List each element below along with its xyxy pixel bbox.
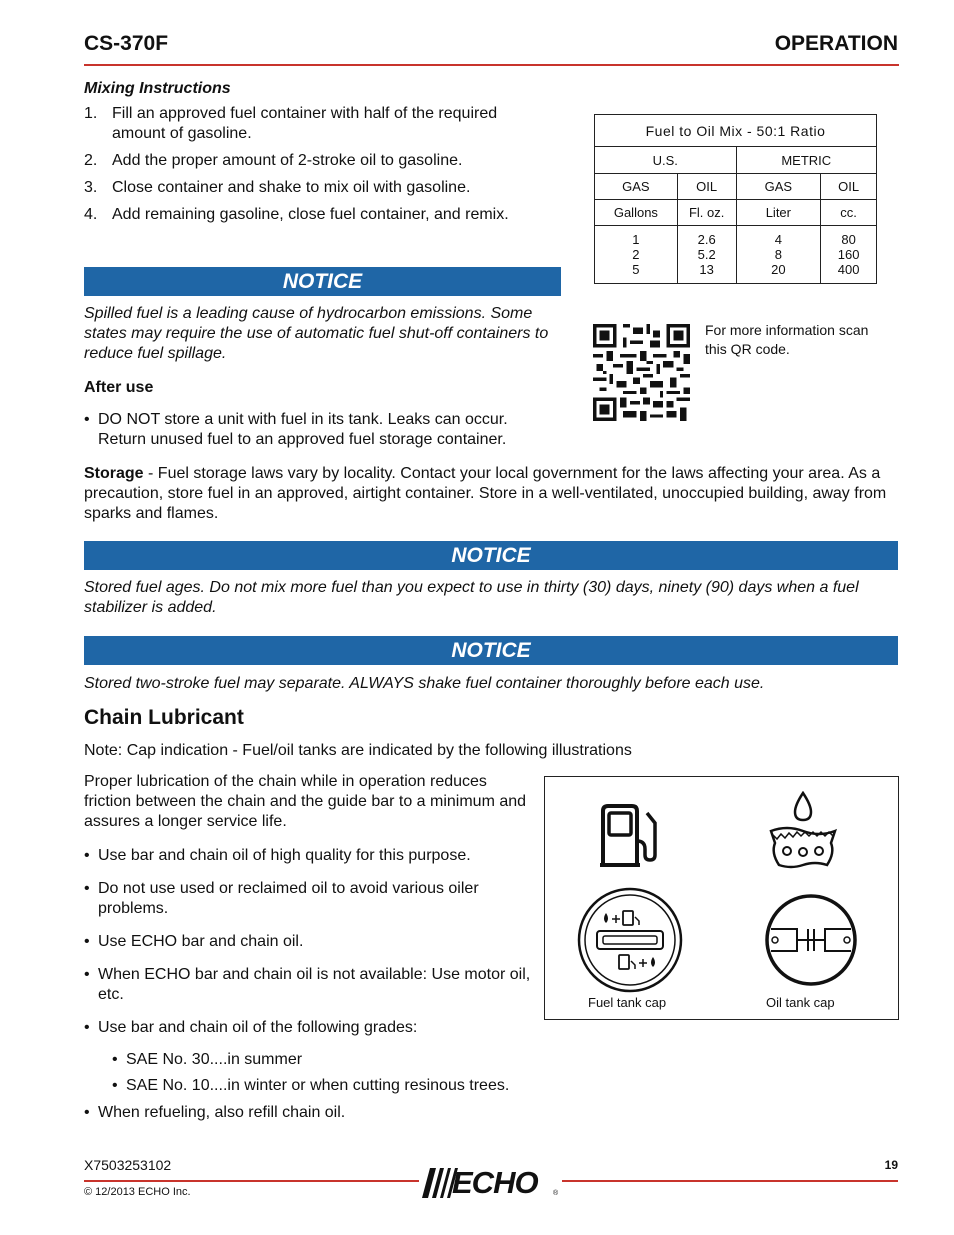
notice-banner: NOTICE [84,636,898,665]
qr-caption: For more information scan this QR code. [705,322,869,357]
mix-col-header: OIL [821,174,877,200]
mix-table-group-metric: METRIC [736,147,876,174]
footer-rule-right [562,1180,898,1182]
storage-paragraph: Storage - Fuel storage laws vary by locality. Contact your local government for the laws affecting your area. As a precaution, store fuel in an approved, airtight container. Store in a well-ventilated, unoccupied building, away from sparks and flames. [84,465,887,522]
fuel-pump-icon [599,803,663,869]
mixing-step: 2. Add the proper amount of 2-stroke oil to gasoline. [84,152,463,169]
part-number: X7503253102 [84,1157,172,1173]
header-rule [84,64,899,66]
mixing-step: 4. Add remaining gasoline, close fuel container, and remix. [84,206,509,223]
page-number: 19 [884,1158,898,1172]
cap-illustration-box [544,776,899,1020]
notice-text: Stored two-stroke fuel may separate. ALWAYS shake fuel container thoroughly before each use. [84,675,765,692]
mix-table-group-us: U.S. [595,147,737,174]
list-item: • SAE No. 10....in winter or when cutting resinous trees. [112,1076,542,1096]
echo-logo-text: ECHO [452,1165,538,1200]
mix-values-cell: 2.6 5.2 13 [677,226,736,284]
echo-logo [422,1166,562,1200]
fuel-oil-mix-table [594,114,877,284]
mix-unit: Gallons [595,200,678,226]
model-name: CS-370F [84,32,169,55]
oil-tank-cap-icon [763,889,859,991]
mixing-step: 3. Close container and shake to mix oil with gasoline. [84,179,471,196]
chain-intro: Proper lubrication of the chain while in operation reduces friction between the chain and the guide bar to a minimum and assures a longer service life. [84,773,527,830]
mix-values-cell: 80 160 400 [821,226,877,284]
registered-mark: ® [553,1190,559,1197]
mixing-heading: Mixing Instructions [84,80,231,97]
notice-text: Stored fuel ages. Do not mix more fuel than you expect to use in thirty (30) days, ninety (90) days when a fuel stabilizer is added. [84,579,859,616]
list-item: • Use bar and chain oil of the following grades: [84,1018,539,1038]
list-item: • Use bar and chain oil of high quality for this purpose. [84,846,539,866]
notice-banner: NOTICE [84,541,898,570]
copyright: © 12/2013 ECHO Inc. [84,1186,191,1198]
mix-table-title: Fuel to Oil Mix - 50:1 Ratio [595,115,877,147]
cap-note: Note: Cap indication - Fuel/oil tanks are indicated by the following illustrations [84,742,632,759]
mixing-steps [84,104,554,232]
mix-col-header: GAS [595,174,678,200]
after-use-list [84,410,544,463]
section-heading: Chain Lubricant [84,706,244,729]
fuel-tank-cap-icon [577,887,683,993]
oil-cap-label: Oil tank cap [766,995,835,1010]
after-use-heading: After use [84,379,154,396]
grade-sublist [112,1050,542,1102]
section-title: OPERATION [774,32,898,55]
mix-col-header: GAS [736,174,821,200]
mix-values-cell: 4 8 20 [736,226,821,284]
list-item: • Do not use used or reclaimed oil to avoid various oiler problems. [84,879,539,919]
notice-banner: NOTICE [84,267,561,296]
mix-unit: Liter [736,200,821,226]
notice-text: Spilled fuel is a leading cause of hydrocarbon emissions. Some states may require the use of automatic fuel shut-off containers to reduce fuel spillage. [84,305,549,362]
footer-rule-left [84,1180,419,1182]
qr-code-icon[interactable] [593,324,690,421]
mix-unit: Fl. oz. [677,200,736,226]
fuel-cap-label: Fuel tank cap [588,995,667,1010]
chain-bullets [84,846,539,1051]
list-item: • SAE No. 30....in summer [112,1050,542,1070]
refuel-list [84,1103,539,1136]
mix-col-header: OIL [677,174,736,200]
mix-unit: cc. [821,200,877,226]
mixing-step: 1. Fill an approved fuel container with half of the required amount of gasoline. [84,105,498,142]
oil-drop-chain-icon [767,791,839,873]
list-item: • DO NOT store a unit with fuel in its tank. Leaks can occur. Return unused fuel to an approved fuel storage container. [84,410,544,450]
list-item: • When ECHO bar and chain oil is not available: Use motor oil, etc. [84,965,539,1005]
list-item: • Use ECHO bar and chain oil. [84,932,539,952]
list-item: • When refueling, also refill chain oil. [84,1103,539,1123]
mix-values-cell: 1 2 5 [595,226,678,284]
